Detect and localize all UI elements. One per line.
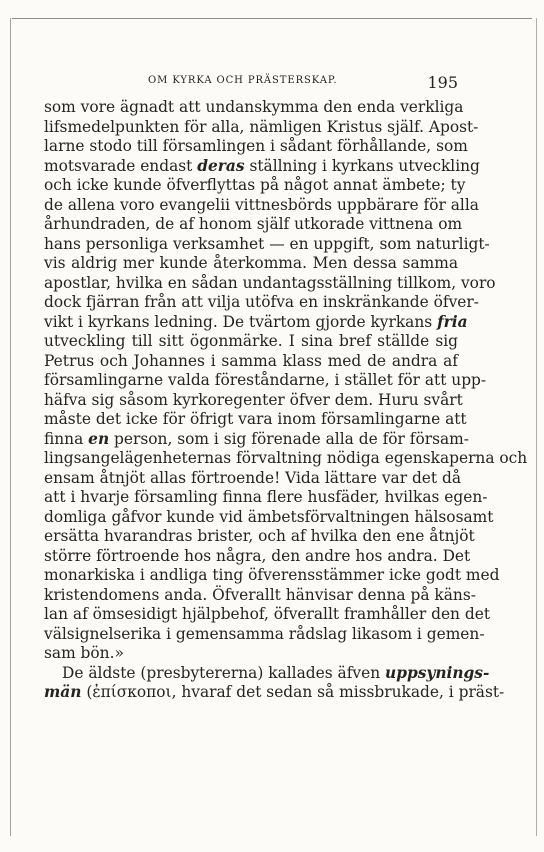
text-line: häfva sig såsom kyrkoregenter öfver dem. Huru svårt [44,390,463,409]
emphasized-word: en [88,429,110,448]
text-line: utveckling till sitt ögonmärke. I sina bref ställde sig [44,332,458,350]
text-line: hans personliga verksamhet — en uppgift, som naturligt- [44,234,490,253]
text-line: måste det icke för öfrigt vara inom församlingarne att [44,410,467,428]
text-line: de allena voro evangelii vittnesbörds uppbärare för alla [44,195,479,214]
text-line: monarkiska i andliga ting öfverensstämmer icke godt med [44,566,500,584]
emphasized-word: uppsynings- [385,663,490,682]
emphasized-word: män [44,683,82,701]
text-line: finna en person, som i sig förenade alla de för försam- [44,429,469,448]
text-line: sam bön.» [44,644,124,662]
text-line: större förtroende hos några, den andre hos andra. Det [44,546,471,565]
text-line: De äldste (presbytererna) kallades äfven uppsynings- [62,663,490,682]
text-line: lingsangelägenheternas förvaltning nödiga egenskaperna och [44,449,528,467]
top-rule [12,18,532,19]
page-number: 195 [427,73,458,92]
emphasized-word: fria [437,312,468,331]
text-line: och icke kunde öfverflyttas på något annat ämbete; ty [44,176,466,194]
text-line: ensam åtnjöt allas förtroende! Vida lättare var det då [44,468,462,487]
text-line: lan af ömsesidigt hjälpbehof, öfverallt framhåller den det [44,605,491,623]
text-line: vis aldrig mer kunde återkomma. Men dessa samma [44,254,458,272]
text-line: församlingarne valda föreståndarne, i stället för att upp- [44,371,487,389]
text-line: dock fjärran från att vilja utöfva en inskränkande öfver- [44,293,479,311]
page-header [44,74,458,92]
left-page-edge [10,18,11,836]
text-line: välsignelserika i gemensamma rådslag likasom i gemen- [44,624,485,643]
text-line: vikt i kyrkans ledning. De tvärtom gjorde kyrkans fria [44,312,468,331]
text-line: ersätta hvarandras brister, och af hvilka den ene åtnjöt [44,527,475,545]
text-line: århundraden, de af honom själf utkorade vittnena om [44,215,463,233]
text-line: Petrus och Johannes i samma klass med de andra af [44,351,458,370]
text-line: larne stodo till församlingen i sådant förhållande, som [44,137,468,155]
body-text [44,98,528,703]
emphasized-word: deras [197,156,245,175]
text-line: män (ἐπίσκοποι, hvaraf det sedan så missbrukade, i präst- [44,683,505,701]
text-line: motsvarade endast deras ställning i kyrkans utveckling [44,156,480,175]
text-line: lifsmedelpunkten för alla, nämligen Kristus själf. Apost- [44,117,479,136]
text-line: som vore ägnadt att undanskymma den enda verkliga [44,98,464,116]
text-line: att i hvarje församling finna flere husfäder, hvilkas egen- [44,488,488,506]
text-line: apostlar, hvilka en sådan undantagsställning tillkom, voro [44,273,496,292]
running-head: OM KYRKA OCH PRÄSTERSKAP. [148,75,338,86]
text-line: kristendomens anda. Öfverallt hänvisar denna på käns- [44,585,476,604]
text-line: domliga gåfvor kunde vid ämbetsförvaltningen hälsosamt [44,507,494,526]
right-page-edge [536,18,537,836]
